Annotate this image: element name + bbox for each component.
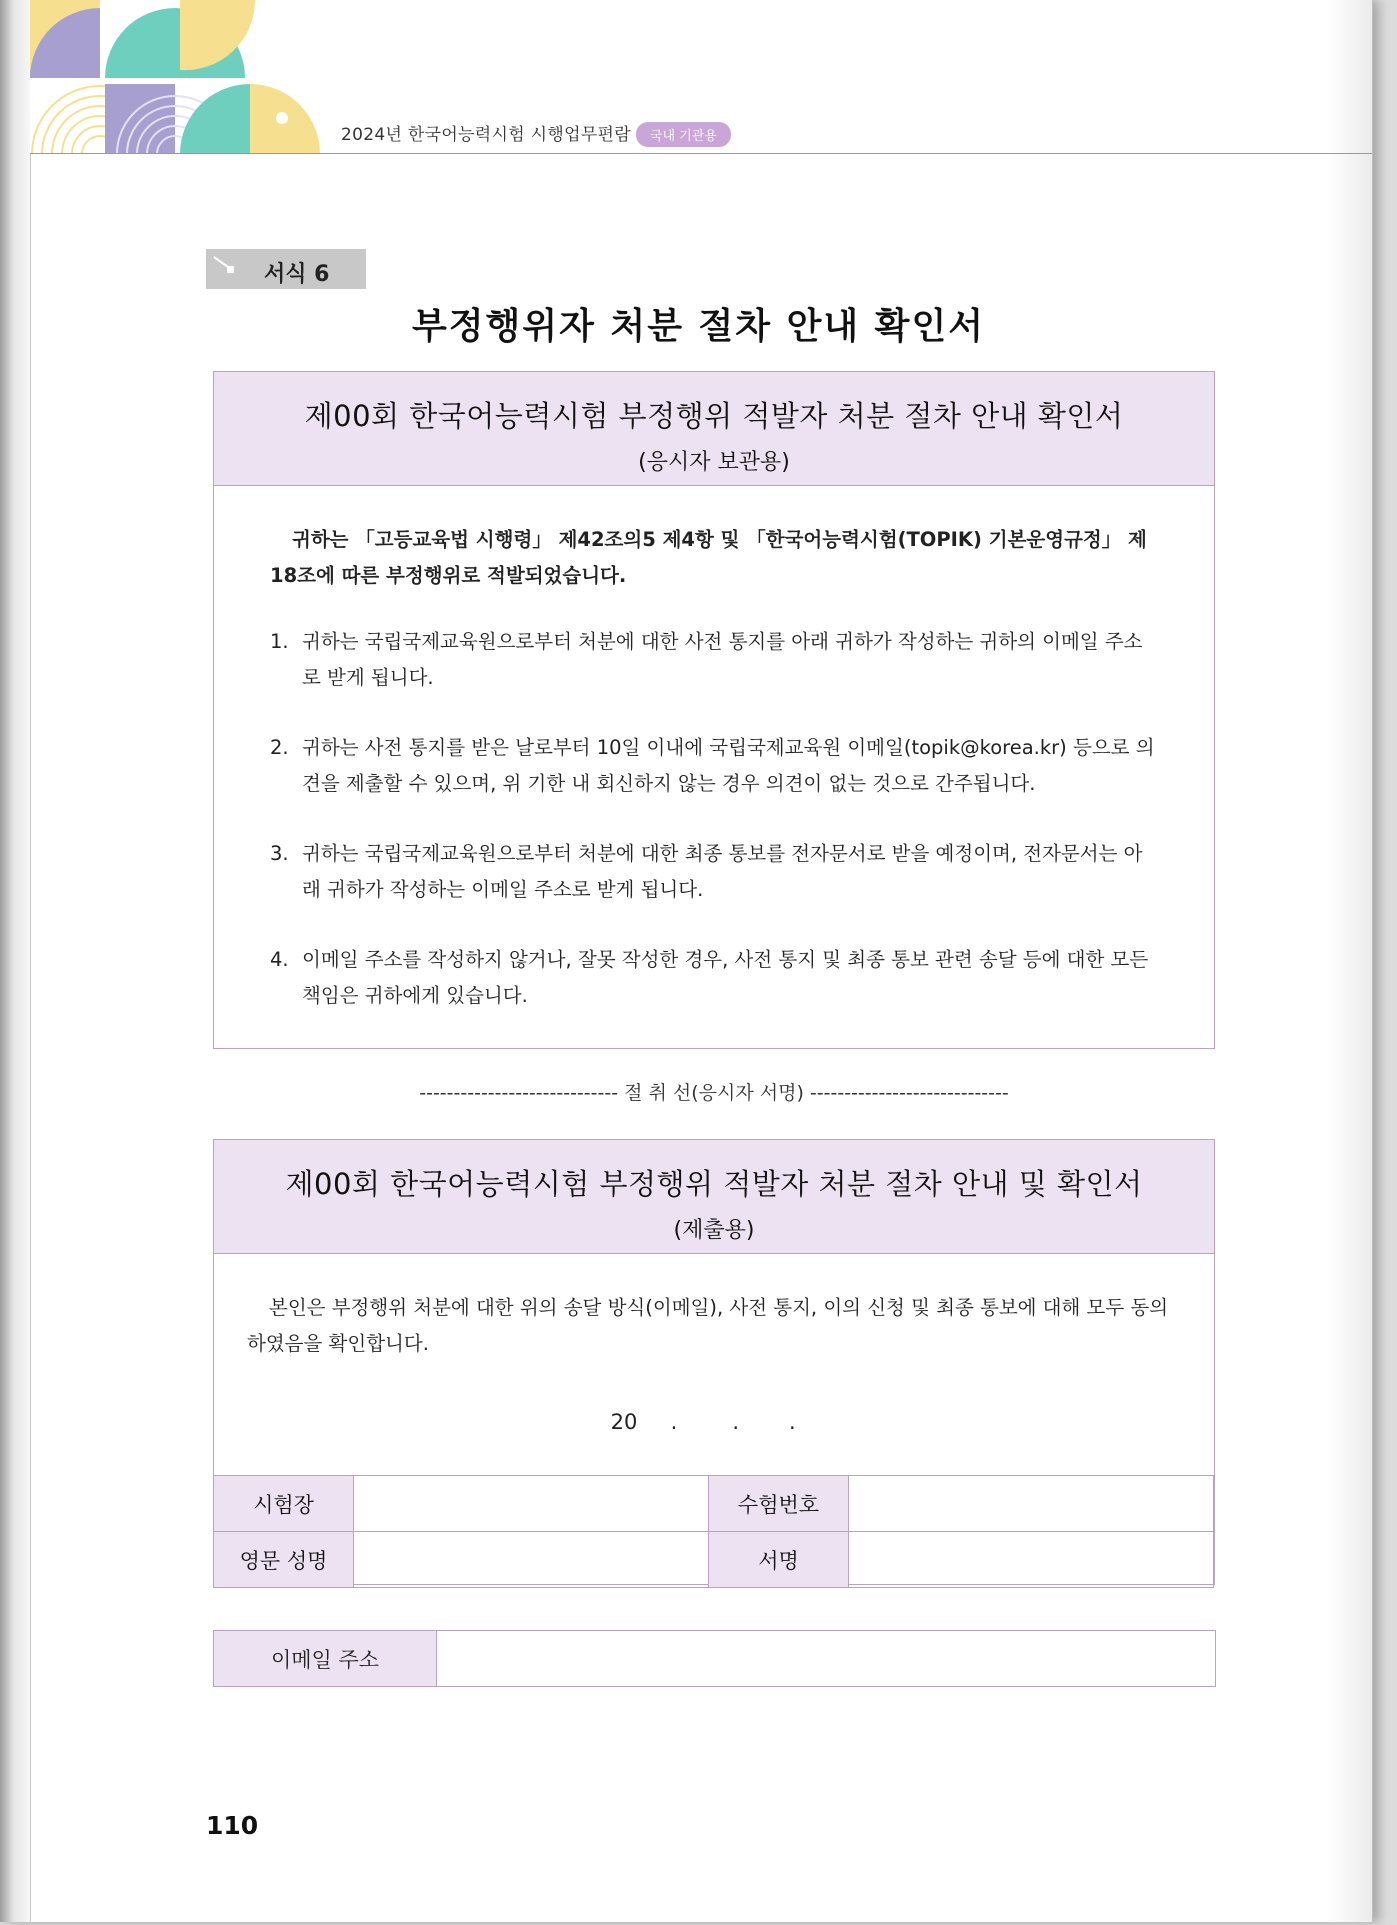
section-body <box>214 1254 1214 1362</box>
email-field[interactable] <box>437 1631 1216 1687</box>
date-separator: . <box>732 1410 740 1434</box>
english-name-field[interactable] <box>354 1532 709 1588</box>
section-header <box>214 1140 1214 1254</box>
table-row <box>214 1476 1214 1532</box>
date-separator: . <box>789 1410 796 1434</box>
list-item <box>270 624 1158 696</box>
email-label: 이메일 주소 <box>214 1631 437 1687</box>
section-title: 제00회 한국어능력시험 부정행위 적발자 처분 절차 안내 확인서 <box>304 399 1124 433</box>
signature-label: 서명 <box>709 1532 849 1588</box>
header-decoration-graphic <box>30 0 320 154</box>
corner-arrow-icon <box>212 255 236 275</box>
page-edge-shadow <box>1327 0 1372 1922</box>
list-item <box>270 836 1158 908</box>
document-title: 부정행위자 처분 절차 안내 확인서 <box>412 306 985 347</box>
confirmation-section-submission-copy <box>213 1139 1215 1585</box>
section-header <box>214 372 1214 486</box>
page-number: 110 <box>206 1811 259 1840</box>
date-line <box>214 1410 1214 1434</box>
test-site-label: 시험장 <box>214 1476 354 1532</box>
list-item-text: 귀하는 사전 통지를 받은 날로부터 10일 이내에 국립국제교육원 이메일(topik@korea.kr) 등으로 의견을 제출할 수 있으며, 위 기한 내 회신하지 않는 경우 의견이 없는 것으로 간주됩니다. <box>302 736 1155 795</box>
email-table <box>213 1630 1216 1687</box>
list-item-number: 4. <box>270 948 289 971</box>
header-badge: 국내 기관용 <box>636 122 731 147</box>
form-number-tag <box>206 249 366 289</box>
form-number-label: 서식 6 <box>264 262 330 287</box>
list-item-text: 귀하는 국립국제교육원으로부터 처분에 대한 사전 통지를 아래 귀하가 작성하는 귀하의 이메일 주소로 받게 됩니다. <box>302 630 1143 689</box>
list-item-number: 2. <box>270 736 289 759</box>
section-subtitle: (제출용) <box>673 1218 755 1243</box>
table-row <box>214 1532 1214 1588</box>
book-spine <box>0 0 31 1922</box>
date-separator: . <box>670 1410 678 1434</box>
exam-number-field[interactable] <box>849 1476 1214 1532</box>
list-item-text: 이메일 주소를 작성하지 않거나, 잘못 작성한 경우, 사전 통지 및 최종 통보 관련 송달 등에 대한 모든 책임은 귀하에게 있습니다. <box>302 948 1149 1007</box>
test-site-field[interactable] <box>354 1476 709 1532</box>
cut-line: ----------------------------- 절 취 선(응시자 서명) ----------------------------- <box>419 1082 1009 1104</box>
section-body <box>214 486 1214 1014</box>
signature-field[interactable] <box>849 1532 1214 1588</box>
examinee-info-table <box>213 1475 1214 1588</box>
table-row <box>214 1631 1216 1687</box>
header-divider <box>30 153 1372 154</box>
exam-number-label: 수험번호 <box>709 1476 849 1532</box>
header-title: 2024년 한국어능력시험 시행업무편람 <box>341 125 631 145</box>
list-item-number: 1. <box>270 630 289 653</box>
intro-paragraph: 귀하는 「고등교육법 시행령」 제42조의5 제4항 및 「한국어능력시험(TOPIK) 기본운영규정」 제18조에 따른 부정행위로 적발되었습니다. <box>270 528 1147 587</box>
list-item-number: 3. <box>270 842 289 865</box>
section-title: 제00회 한국어능력시험 부정행위 적발자 처분 절차 안내 및 확인서 <box>285 1167 1143 1201</box>
list-item <box>270 942 1158 1014</box>
section-subtitle: (응시자 보관용) <box>638 450 790 475</box>
list-item <box>270 730 1158 802</box>
agreement-paragraph: 본인은 부정행위 처분에 대한 위의 송달 방식(이메일), 사전 통지, 이의 신청 및 최종 통보에 대해 모두 동의하였음을 확인합니다. <box>247 1296 1169 1355</box>
list-item-text: 귀하는 국립국제교육원으로부터 처분에 대한 최종 통보를 전자문서로 받을 예정이며, 전자문서는 아래 귀하가 작성하는 이메일 주소로 받게 됩니다. <box>302 842 1143 901</box>
date-year: 20 <box>610 1410 638 1434</box>
notice-section-examinee-copy <box>213 371 1215 1049</box>
english-name-label: 영문 성명 <box>214 1532 354 1588</box>
